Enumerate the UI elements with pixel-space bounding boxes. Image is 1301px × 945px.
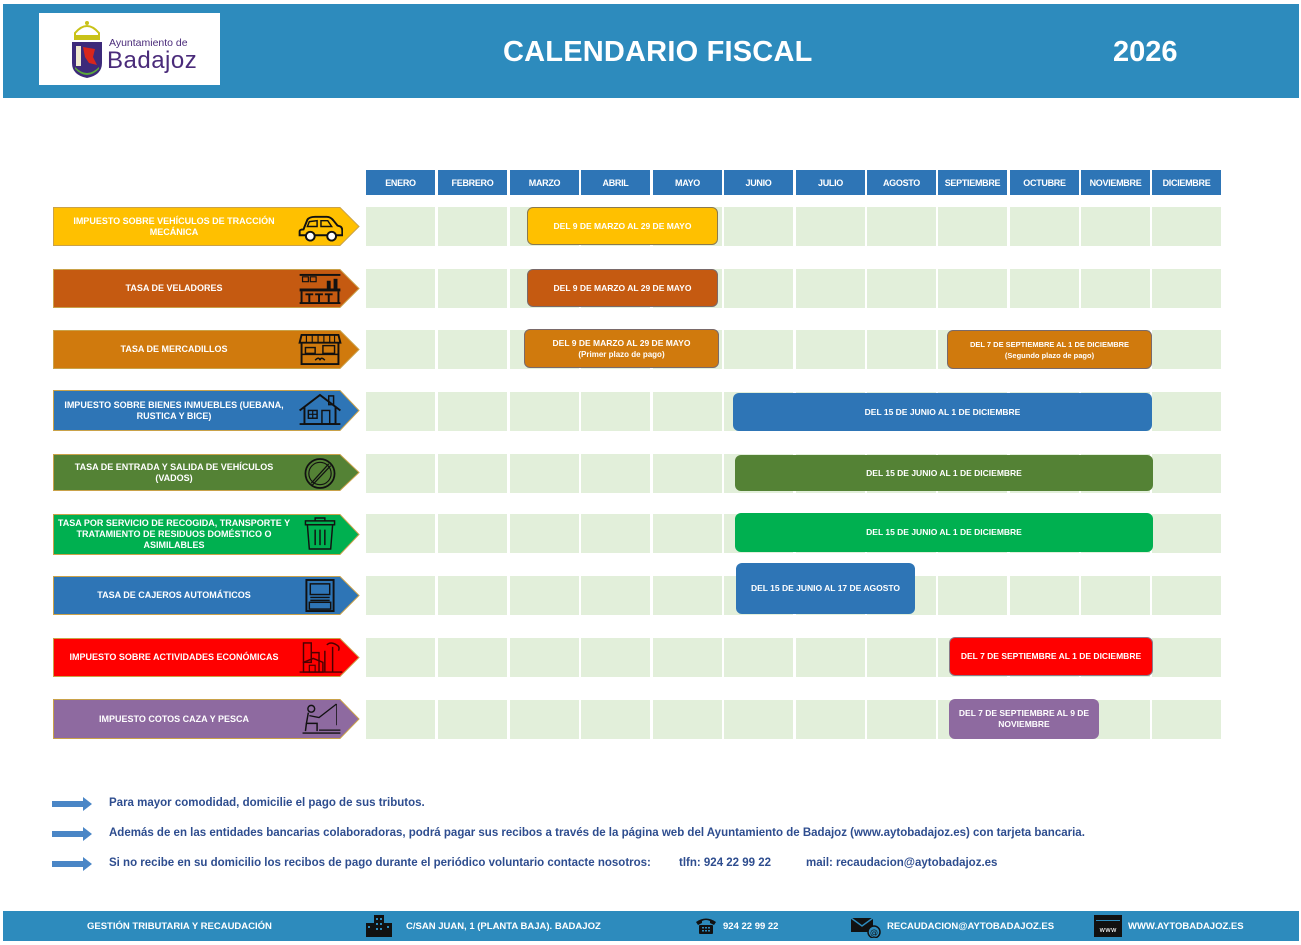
grid-cell bbox=[653, 392, 722, 431]
grid-cell bbox=[438, 454, 507, 493]
grid-cell bbox=[867, 269, 936, 308]
period-text: DEL 15 DE JUNIO AL 1 DE DICIEMBRE bbox=[864, 406, 1021, 417]
factory-icon bbox=[297, 641, 343, 674]
grid-cell bbox=[366, 576, 435, 615]
footer-email: RECAUDACION@AYTOBADAJOZ.ES bbox=[887, 920, 1055, 932]
period-bar bbox=[947, 330, 1152, 369]
period-text: DEL 15 DE JUNIO AL 1 DE DICIEMBRE bbox=[866, 527, 1022, 537]
month-header-marzo: MARZO bbox=[510, 170, 579, 195]
month-header-julio: JULIO bbox=[796, 170, 865, 195]
right-arrow-icon bbox=[52, 797, 92, 811]
grid-cell bbox=[366, 330, 435, 369]
grid-cell bbox=[510, 638, 579, 677]
grid-cell bbox=[438, 269, 507, 308]
month-header-junio: JUNIO bbox=[724, 170, 793, 195]
grid-cell bbox=[438, 330, 507, 369]
trash-bin-icon bbox=[297, 517, 343, 550]
month-header-diciembre: DICIEMBRE bbox=[1152, 170, 1221, 195]
page-footer bbox=[3, 911, 1299, 941]
grid-cell bbox=[796, 330, 865, 369]
month-header-noviembre: NOVIEMBRE bbox=[1081, 170, 1150, 195]
footer-department: GESTIÓN TRIBUTARIA Y RECAUDACIÓN bbox=[87, 920, 272, 932]
grid-cell bbox=[653, 514, 722, 553]
grid-cell bbox=[438, 207, 507, 246]
tax-label-text: IMPUESTO COTOS CAZA Y PESCA bbox=[98, 713, 250, 724]
footer-phone: 924 22 99 22 bbox=[723, 920, 779, 932]
grid-cell bbox=[366, 454, 435, 493]
grid-cell bbox=[581, 638, 650, 677]
svg-text:@: @ bbox=[870, 928, 878, 937]
grid-cell bbox=[1152, 330, 1221, 369]
building-icon bbox=[365, 915, 393, 937]
month-header-febrero: FEBRERO bbox=[438, 170, 507, 195]
logo-line2: Badajoz bbox=[107, 47, 198, 74]
note-text: Además de en las entidades bancarias colaboradoras, podrá pagar sus recibos a través de la página web del Ayuntamiento de Badajoz (www.aytobadajoz.es) con tarjeta bancaria. bbox=[109, 827, 1085, 839]
grid-cell bbox=[867, 207, 936, 246]
period-subtext: (Primer plazo de pago) bbox=[578, 349, 665, 359]
tax-label-text: TASA DE ENTRADA Y SALIDA DE VEHÍCULOS (VADOS) bbox=[74, 461, 274, 483]
tax-label-text: IMPUESTO SOBRE BIENES INMUEBLES (UEBANA, RUSTICA Y BICE) bbox=[64, 399, 284, 421]
grid-cell bbox=[653, 454, 722, 493]
grid-cell bbox=[724, 330, 793, 369]
tax-label-text: TASA POR SERVICIO DE RECOGIDA, TRANSPORTE Y TRATAMIENTO DE RESIDUOS DOMÉSTICO O ASIMILABLES bbox=[57, 518, 291, 550]
grid-cell bbox=[510, 514, 579, 553]
grid-cell bbox=[510, 454, 579, 493]
grid-cell bbox=[1152, 576, 1221, 615]
period-text: DEL 9 DE MARZO AL 29 DE MAYO bbox=[552, 337, 691, 348]
tax-label-text: TASA DE MERCADILLOS bbox=[120, 344, 228, 354]
grid-cell bbox=[1010, 576, 1079, 615]
note-text: Para mayor comodidad, domicilie el pago de sus tributos. bbox=[109, 797, 425, 809]
note-text: Si no recibe en su domicilio los recibos de pago durante el periódico voluntario contacte nosotros: bbox=[109, 857, 651, 869]
tax-label-text: IMPUESTO SOBRE ACTIVIDADES ECONÓMICAS bbox=[69, 652, 279, 662]
svg-text:www: www bbox=[1099, 926, 1117, 934]
grid-cell bbox=[724, 269, 793, 308]
grid-cell bbox=[1081, 269, 1150, 308]
telephone-icon bbox=[695, 917, 717, 934]
grid-cell bbox=[653, 576, 722, 615]
grid-cell bbox=[1152, 454, 1221, 493]
period-bar bbox=[736, 563, 915, 614]
grid-cell bbox=[1152, 207, 1221, 246]
tax-label-text: IMPUESTO SOBRE VEHÍCULOS DE TRACCIÓN MECÁNICA bbox=[73, 215, 275, 237]
grid-cell bbox=[581, 576, 650, 615]
grid-cell bbox=[438, 700, 507, 739]
grid-cell bbox=[724, 700, 793, 739]
grid-cell bbox=[1010, 269, 1079, 308]
market-stall-icon bbox=[297, 333, 343, 366]
ayuntamiento-logo bbox=[39, 13, 220, 85]
period-text: DEL 9 DE MARZO AL 29 DE MAYO bbox=[553, 220, 692, 231]
grid-cell bbox=[510, 392, 579, 431]
period-text: DEL 15 DE JUNIO AL 1 DE DICIEMBRE bbox=[866, 467, 1022, 478]
page-header bbox=[3, 4, 1299, 98]
grid-cell bbox=[867, 330, 936, 369]
grid-cell bbox=[796, 207, 865, 246]
web-browser-icon bbox=[1094, 915, 1122, 937]
period-bar bbox=[735, 455, 1153, 491]
coat-of-arms-icon bbox=[69, 19, 105, 79]
grid-cell bbox=[581, 700, 650, 739]
grid-cell bbox=[366, 638, 435, 677]
month-header-mayo: MAYO bbox=[653, 170, 722, 195]
footer-website: WWW.AYTOBADAJOZ.ES bbox=[1128, 920, 1244, 932]
grid-cell bbox=[796, 700, 865, 739]
grid-cell bbox=[796, 269, 865, 308]
period-bar bbox=[949, 699, 1099, 739]
period-bar bbox=[524, 329, 719, 368]
month-header-agosto: AGOSTO bbox=[867, 170, 936, 195]
period-text: DEL 7 DE SEPTIEMBRE AL 9 DE NOVIEMBRE bbox=[958, 708, 1090, 729]
year-label: 2026 bbox=[1113, 36, 1178, 68]
month-header-abril: ABRIL bbox=[581, 170, 650, 195]
grid-cell bbox=[1152, 638, 1221, 677]
period-bar bbox=[527, 269, 718, 307]
grid-cell bbox=[1010, 207, 1079, 246]
atm-icon bbox=[297, 579, 343, 612]
grid-cell bbox=[581, 454, 650, 493]
grid-cell bbox=[867, 638, 936, 677]
grid-cell bbox=[438, 638, 507, 677]
footer-address: C/SAN JUAN, 1 (PLANTA BAJA). BADAJOZ bbox=[406, 920, 601, 932]
grid-cell bbox=[1152, 700, 1221, 739]
note-item bbox=[52, 857, 1052, 873]
period-bar bbox=[733, 393, 1152, 431]
grid-cell bbox=[366, 392, 435, 431]
grid-cell bbox=[653, 700, 722, 739]
page-title: CALENDARIO FISCAL bbox=[503, 36, 813, 68]
bar-terrace-icon bbox=[297, 272, 343, 305]
grid-cell bbox=[653, 638, 722, 677]
grid-cell bbox=[796, 638, 865, 677]
period-subtext: (Segundo plazo de pago) bbox=[1004, 350, 1095, 360]
grid-cell bbox=[366, 514, 435, 553]
grid-cell bbox=[867, 700, 936, 739]
period-bar bbox=[527, 207, 718, 245]
grid-cell bbox=[938, 576, 1007, 615]
grid-cell bbox=[1081, 576, 1150, 615]
month-header-octubre: OCTUBRE bbox=[1010, 170, 1079, 195]
month-header-septiembre: SEPTIEMBRE bbox=[938, 170, 1007, 195]
period-text: DEL 15 DE JUNIO AL 17 DE AGOSTO bbox=[750, 583, 901, 593]
grid-cell bbox=[581, 514, 650, 553]
grid-cell bbox=[366, 269, 435, 308]
grid-cell bbox=[1081, 207, 1150, 246]
grid-cell bbox=[938, 269, 1007, 308]
grid-cell bbox=[510, 576, 579, 615]
tax-label-text: TASA DE CAJEROS AUTOMÁTICOS bbox=[97, 590, 251, 600]
grid-cell bbox=[1152, 514, 1221, 553]
grid-cell bbox=[438, 392, 507, 431]
grid-cell bbox=[366, 700, 435, 739]
grid-cell bbox=[438, 514, 507, 553]
grid-cell bbox=[581, 392, 650, 431]
period-bar bbox=[949, 637, 1153, 676]
month-header-enero: ENERO bbox=[366, 170, 435, 195]
right-arrow-icon bbox=[52, 827, 92, 841]
grid-cell bbox=[1152, 269, 1221, 308]
period-text: DEL 7 DE SEPTIEMBRE AL 1 DE DICIEMBRE bbox=[960, 651, 1142, 661]
car-icon bbox=[297, 210, 343, 243]
right-arrow-icon bbox=[52, 857, 92, 871]
contact-email: mail: recaudacion@aytobadajoz.es bbox=[806, 857, 998, 869]
grid-cell bbox=[366, 207, 435, 246]
period-bar bbox=[735, 513, 1153, 552]
grid-cell bbox=[438, 576, 507, 615]
grid-cell bbox=[724, 207, 793, 246]
grid-cell bbox=[1152, 392, 1221, 431]
house-icon bbox=[297, 393, 343, 426]
grid-cell bbox=[724, 638, 793, 677]
period-text: DEL 9 DE MARZO AL 29 DE MAYO bbox=[553, 282, 692, 293]
grid-cell bbox=[938, 207, 1007, 246]
period-text: DEL 7 DE SEPTIEMBRE AL 1 DE DICIEMBRE bbox=[969, 339, 1130, 349]
fishing-icon bbox=[297, 702, 343, 735]
contact-phone: tlfn: 924 22 99 22 bbox=[679, 857, 772, 869]
email-icon bbox=[851, 916, 881, 938]
no-entry-icon bbox=[297, 457, 343, 490]
tax-label-text: TASA DE VELADORES bbox=[125, 283, 223, 293]
logo-line1: Ayuntamiento de bbox=[109, 37, 188, 49]
grid-cell bbox=[510, 700, 579, 739]
